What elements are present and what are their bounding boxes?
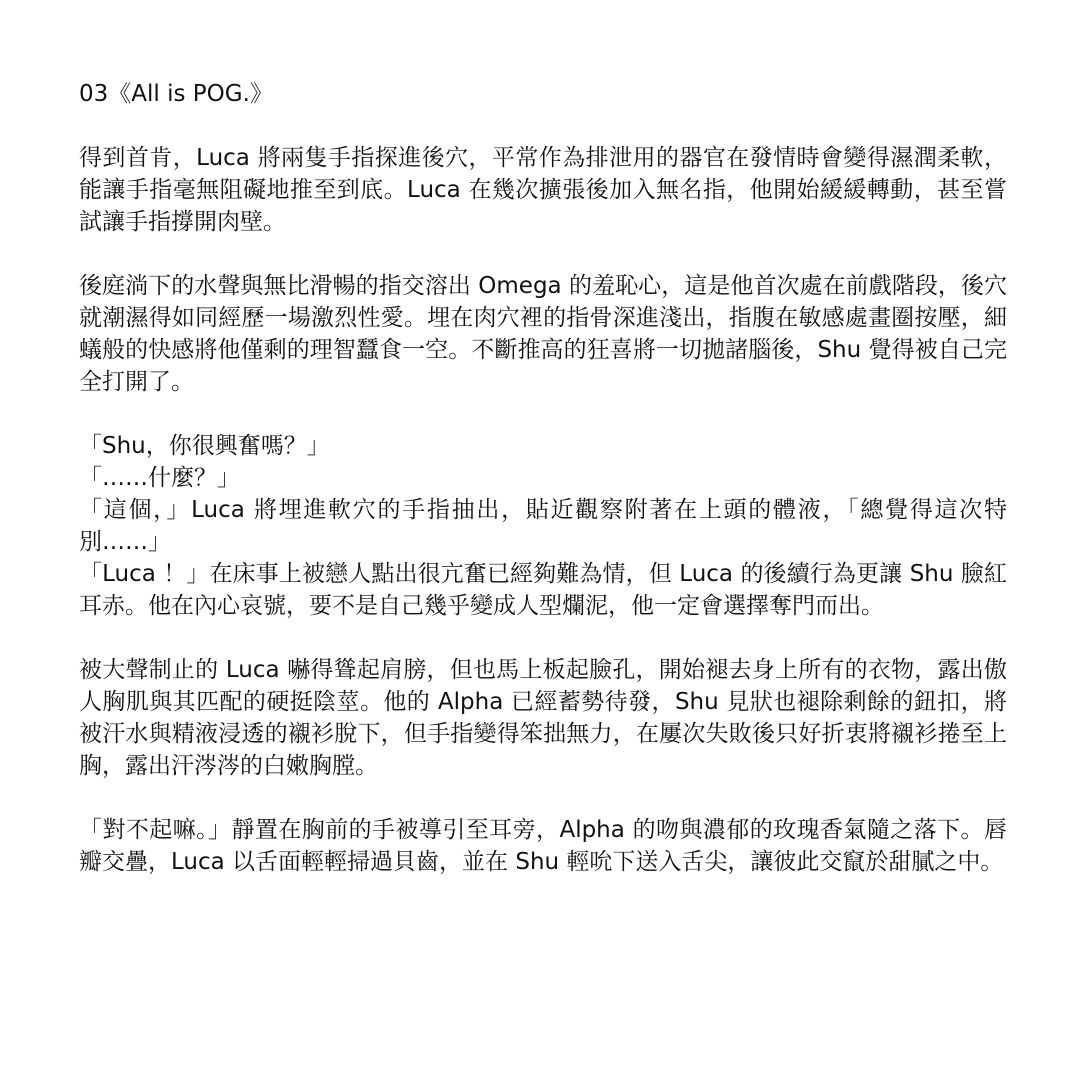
dialogue-block <box>79 430 1007 622</box>
dialogue-line-3: 「這個，」Luca 將埋進軟穴的手指抽出，貼近觀察附著在上頭的體液，「總覺得這次特別……」 <box>79 497 1007 555</box>
paragraph-2: 後庭淌下的水聲與無比滑暢的指交溶出 Omega 的羞恥心，這是他首次處在前戲階段，後穴就潮濕得如同經歷一場激烈性愛。埋在肉穴裡的指骨深進淺出，指腹在敏感處畫圈按壓，細蟻般的快感將他僅剩的理智蠶食一空。不斷推高的狂喜將一切拋諸腦後，Shu 覺得被自己完全打開了。 <box>79 273 1007 395</box>
document-title: 03《All is POG.》 <box>79 81 273 107</box>
paragraph-4: 「對不起嘛。」靜置在胸前的手被導引至耳旁，Alpha 的吻與濃郁的玫瑰香氣隨之落下。唇瓣交疊，Luca 以舌面輕輕掃過貝齒，並在 Shu 輕吮下送入舌尖，讓彼此交竄於甜膩之中。 <box>79 817 1007 875</box>
dialogue-line-2: 「……什麼？」 <box>79 465 240 491</box>
paragraph-1: 得到首肯，Luca 將兩隻手指探進後穴，平常作為排泄用的器官在發情時會變得濕潤柔軟，能讓手指毫無阻礙地推至到底。Luca 在幾次擴張後加入無名指，他開始緩緩轉動，甚至嘗試讓手指撐開肉壁。 <box>79 145 1007 235</box>
dialogue-line-1: 「Shu，你很興奮嗎？」 <box>79 433 330 459</box>
dialogue-line-4: 「Luca ！」在床事上被戀人點出很亢奮已經夠難為情，但 Luca 的後續行為更讓 Shu 臉紅耳赤。他在內心哀號，要不是自己幾乎變成人型爛泥，他一定會選擇奪門而出。 <box>79 561 1007 619</box>
paragraph-3: 被大聲制止的 Luca 嚇得聳起肩膀，但也馬上板起臉孔，開始褪去身上所有的衣物，露出傲人胸肌與其匹配的硬挺陰莖。他的 Alpha 已經蓄勢待發，Shu 見狀也褪除剩餘的鈕扣，將被汗水與精液浸透的襯衫脫下，但手指變得笨拙無力，在屢次失敗後只好折衷將襯衫捲至上胸，露出汗涔涔的白嫩胸膛。 <box>79 657 1007 779</box>
